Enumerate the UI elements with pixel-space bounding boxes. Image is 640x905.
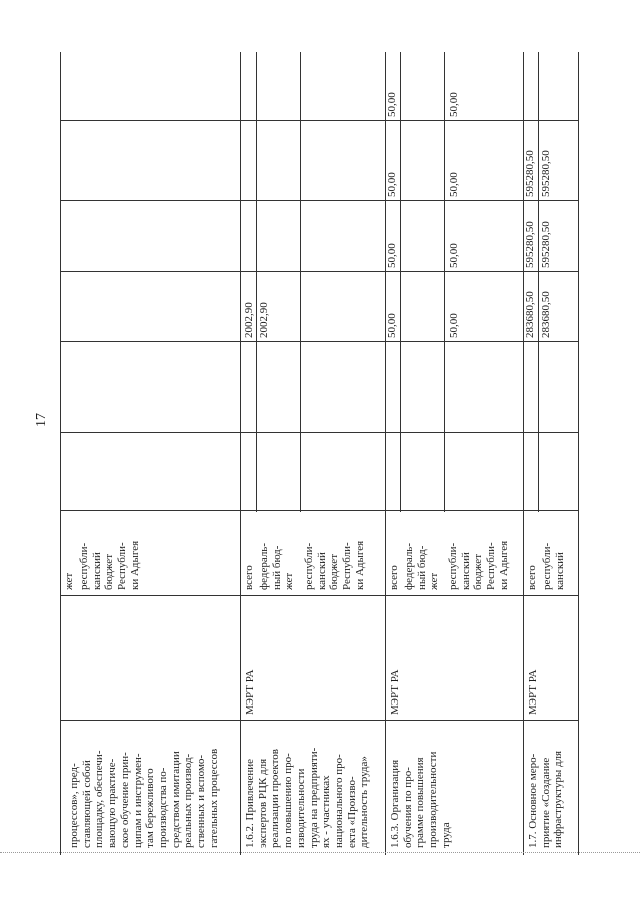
row1-name: процессов», пред- ставляющей собой площадку, обеспечи- вающую практиче- ское обучение прин- ципам и инструмен- там бережливого производства по- средством имитации реальных производ- ственных и вспомо- гательных процессов bbox=[68, 748, 220, 848]
column-separator bbox=[60, 200, 578, 201]
row3-source-total: всего bbox=[388, 565, 400, 590]
row3-name: 1.6.3. Организация обучения по про- грамме повышения производительности труда bbox=[389, 751, 452, 848]
row2-name: 1.6.2. Привлечение экспертов РЦК для реализации проектов по повышению про- изводительности труда на предприяти- ях - участниках национального про- екта «Произво- дительность труда» bbox=[244, 747, 371, 848]
row2-source-regional: республи- канский бюджет Республи- ки Адыгея bbox=[303, 540, 366, 590]
row4-source-total: всего bbox=[526, 565, 538, 590]
column-separator bbox=[60, 595, 578, 596]
scan-artifact-line bbox=[0, 852, 640, 854]
row3-total-2022: 50,00 bbox=[386, 243, 398, 268]
row3-total-2021: 50,00 bbox=[386, 313, 398, 338]
column-separator bbox=[60, 341, 578, 342]
row4-total-2023: 595280,50 bbox=[524, 150, 536, 197]
row4-source-regional: республи- канский bbox=[541, 542, 566, 590]
row4-regional-2021: 283680,50 bbox=[540, 291, 552, 338]
row3-regional-2023: 50,00 bbox=[448, 172, 460, 197]
row4-executor: МЭРТ РА bbox=[527, 669, 539, 715]
row2-executor: МЭРТ РА bbox=[244, 669, 256, 715]
subrow-separator bbox=[444, 52, 445, 512]
subrow-separator bbox=[256, 52, 257, 512]
page-number: 17 bbox=[34, 413, 49, 427]
table-border-top bbox=[60, 52, 61, 855]
row3-regional-2022: 50,00 bbox=[448, 243, 460, 268]
row4-name: 1.7. Основное меро- приятие «Создание инфраструктуры для bbox=[527, 750, 565, 848]
row1-source: республи- канский бюджет Республи- ки Адыгея bbox=[78, 540, 141, 590]
row3-source-federal: федераль- ный бюд- жет bbox=[403, 543, 441, 590]
row4-regional-2022: 595280,50 bbox=[540, 221, 552, 268]
row4-total-2021: 283680,50 bbox=[524, 291, 536, 338]
column-separator bbox=[60, 271, 578, 272]
row3-regional-2024: 50,00 bbox=[448, 92, 460, 117]
row3-regional-2021: 50,00 bbox=[448, 313, 460, 338]
row3-total-2023: 50,00 bbox=[386, 172, 398, 197]
row4-regional-2023: 595280,50 bbox=[540, 150, 552, 197]
subrow-separator bbox=[538, 52, 539, 512]
subrow-separator bbox=[300, 52, 301, 512]
table-border-bottom bbox=[578, 52, 579, 855]
row3-total-2024: 50,00 bbox=[386, 92, 398, 117]
row3-executor: МЭРТ РА bbox=[389, 669, 401, 715]
row2-value-federal: 2002,90 bbox=[258, 302, 270, 338]
row1-source-top: жет bbox=[63, 572, 75, 590]
subrow-separator bbox=[400, 52, 401, 512]
column-separator bbox=[60, 720, 578, 721]
row-separator bbox=[240, 52, 241, 855]
row2-value-total: 2002,90 bbox=[243, 302, 255, 338]
row3-source-regional: республи- канский бюджет Республи- ки Адыгея bbox=[447, 540, 510, 590]
column-separator bbox=[60, 432, 578, 433]
column-separator bbox=[60, 120, 578, 121]
row2-source-total: всего bbox=[243, 565, 255, 590]
row2-source-federal: федераль- ный бюд- жет bbox=[258, 543, 296, 590]
row4-total-2022: 595280,50 bbox=[524, 221, 536, 268]
